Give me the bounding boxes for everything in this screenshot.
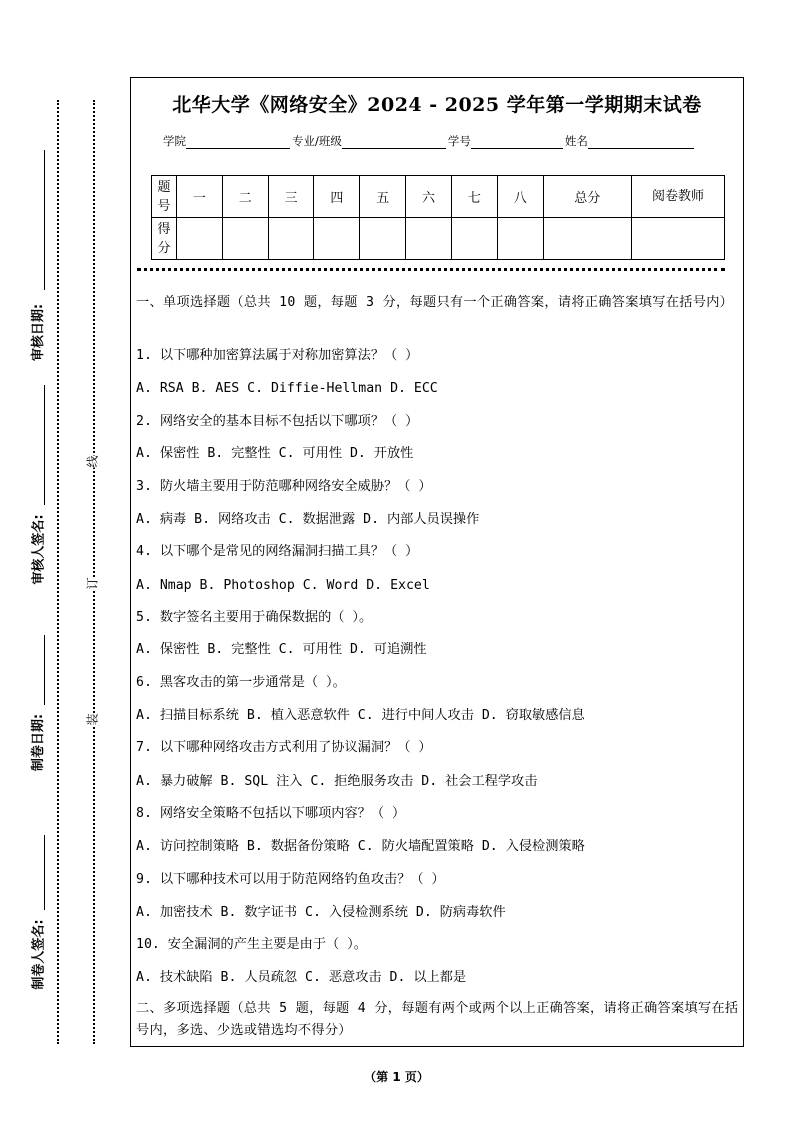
binding-mark-line: 线	[81, 455, 104, 467]
binding-mark-bind: 装	[81, 713, 104, 725]
col-grader: 阅卷教师	[632, 176, 725, 218]
col-total: 总分	[543, 176, 631, 218]
question-1: 1. 以下哪种加密算法属于对称加密算法？（ ）	[136, 348, 419, 363]
score-cell[interactable]	[268, 218, 314, 260]
question-2-options: A. 保密性 B. 完整性 C. 可用性 D. 开放性	[136, 446, 414, 461]
score-cell[interactable]	[360, 218, 406, 260]
question-1-options: A. RSA B. AES C. Diffie-Hellman D. ECC	[136, 381, 438, 396]
score-cell[interactable]	[314, 218, 360, 260]
section-1-heading: 一、单项选择题（总共 10 题，每题 3 分，每题只有一个正确答案，请将正确答案填写在括号内）	[136, 295, 734, 310]
col-1: 一	[177, 176, 223, 218]
prepare-date-label: 制卷日期:	[31, 713, 47, 772]
score-cell[interactable]	[177, 218, 223, 260]
score-cell[interactable]	[451, 218, 497, 260]
binding-dotted-line	[93, 100, 95, 1044]
reviewer-signature-line	[44, 385, 45, 505]
reviewer-signature-label: 审核人签名:	[31, 514, 47, 585]
score-cell[interactable]	[222, 218, 268, 260]
name-field[interactable]	[588, 135, 694, 149]
score-label: 得分	[152, 218, 177, 260]
exam-content	[136, 292, 739, 1038]
col-2: 二	[222, 176, 268, 218]
col-8: 八	[497, 176, 543, 218]
question-number-label: 题号	[152, 176, 177, 218]
col-7: 七	[451, 176, 497, 218]
name-label: 姓名	[564, 134, 588, 148]
question-3-options: A. 病毒 B. 网络攻击 C. 数据泄露 D. 内部人员误操作	[136, 512, 480, 527]
exam-frame	[130, 77, 744, 1047]
preparer-signature-label: 制卷人签名:	[31, 919, 47, 990]
col-6: 六	[406, 176, 452, 218]
preparer-signature-line	[44, 835, 45, 910]
dotted-separator	[137, 268, 725, 271]
score-table	[151, 175, 725, 260]
student-info-row	[163, 133, 696, 149]
question-4-options: A. Nmap B. Photoshop C. Word D. Excel	[136, 578, 430, 593]
question-6-options: A. 扫描目标系统 B. 植入恶意软件 C. 进行中间人攻击 D. 窃取敏感信息	[136, 708, 585, 723]
college-field[interactable]	[186, 135, 290, 149]
page-number: （第 1 页）	[364, 1070, 429, 1084]
col-5: 五	[360, 176, 406, 218]
score-cell[interactable]	[406, 218, 452, 260]
question-9: 9. 以下哪种技术可以用于防范网络钓鱼攻击？（ ）	[136, 872, 445, 887]
question-7-options: A. 暴力破解 B. SQL 注入 C. 拒绝服务攻击 D. 社会工程学攻击	[136, 774, 538, 789]
score-table-score-row	[152, 218, 725, 260]
margin-dotted-line	[57, 100, 59, 1044]
question-5: 5. 数字签名主要用于确保数据的（ ）。	[136, 610, 373, 625]
score-cell-total[interactable]	[543, 218, 631, 260]
student-id-field[interactable]	[471, 135, 563, 149]
question-10: 10. 安全漏洞的产生主要是由于（ ）。	[136, 937, 367, 952]
review-date-line	[44, 150, 45, 290]
question-8: 8. 网络安全策略不包括以下哪项内容？（ ）	[136, 806, 406, 821]
prepare-date-line	[44, 635, 45, 705]
score-cell-grader[interactable]	[632, 218, 725, 260]
score-cell[interactable]	[497, 218, 543, 260]
col-3: 三	[268, 176, 314, 218]
question-7: 7. 以下哪种网络攻击方式利用了协议漏洞？（ ）	[136, 740, 432, 755]
section-2-heading: 二、多项选择题（总共 5 题，每题 4 分，每题有两个或两个以上正确答案，请将正确答案填写在括号内，多选、少选或错选均不得分）	[136, 1001, 739, 1038]
question-9-options: A. 加密技术 B. 数字证书 C. 入侵检测系统 D. 防病毒软件	[136, 905, 506, 920]
question-4: 4. 以下哪个是常见的网络漏洞扫描工具？（ ）	[136, 544, 419, 559]
question-2: 2. 网络安全的基本目标不包括以下哪项？（ ）	[136, 414, 419, 429]
binding-mark-staple: 订	[81, 577, 104, 589]
major-class-label: 专业/班级	[292, 134, 342, 148]
score-table-header-row	[152, 176, 725, 218]
question-6: 6. 黑客攻击的第一步通常是（ ）。	[136, 675, 346, 690]
question-8-options: A. 访问控制策略 B. 数据备份策略 C. 防火墙配置策略 D. 入侵检测策略	[136, 839, 585, 854]
question-5-options: A. 保密性 B. 完整性 C. 可用性 D. 可追溯性	[136, 642, 427, 657]
student-id-label: 学号	[447, 134, 471, 148]
exam-title: 北华大学《网络安全》2024 - 2025 学年第一学期期末试卷	[172, 94, 702, 116]
college-label: 学院	[163, 134, 186, 148]
review-date-label: 审核日期:	[31, 303, 47, 362]
major-class-field[interactable]	[342, 135, 446, 149]
col-4: 四	[314, 176, 360, 218]
question-3: 3. 防火墙主要用于防范哪种网络安全威胁？（ ）	[136, 479, 432, 494]
question-10-options: A. 技术缺陷 B. 人员疏忽 C. 恶意攻击 D. 以上都是	[136, 970, 467, 985]
